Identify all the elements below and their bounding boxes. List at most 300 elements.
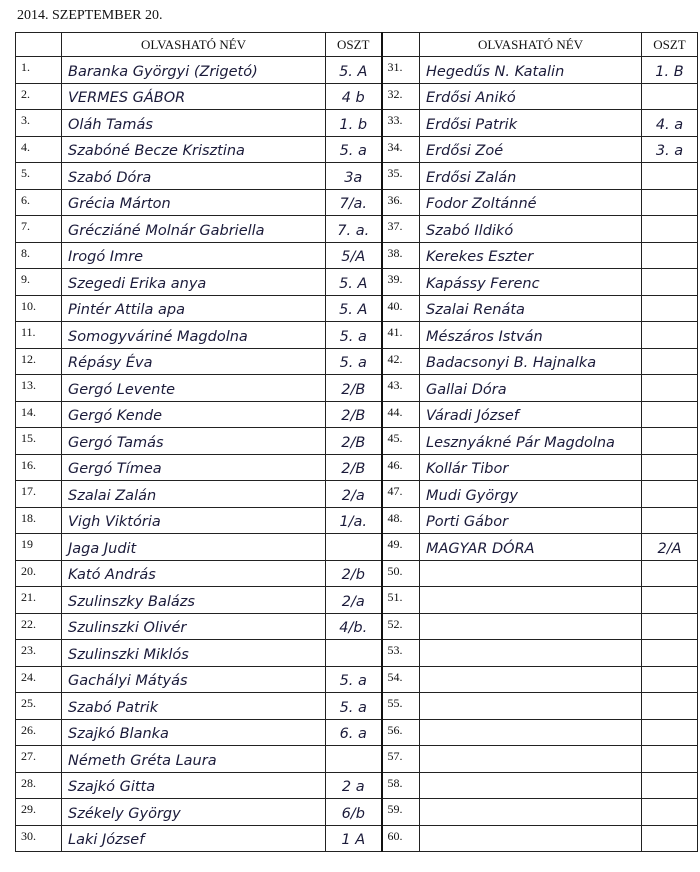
entry-class-right [642, 640, 698, 667]
entry-name-left-text: Gergó Levente [68, 381, 176, 398]
entry-name-right [420, 560, 642, 587]
entry-class-left [326, 110, 382, 137]
row-number-left-text: 9. [21, 272, 30, 286]
entry-name-left-text: Baranka Györgyi (Zrigetó) [68, 63, 258, 80]
entry-name-left-text: Szegedi Erika anya [68, 275, 207, 292]
entry-name-right [420, 666, 642, 693]
row-number-right [382, 295, 420, 322]
entry-class-right-text: 3. a [655, 143, 684, 159]
row-number-left-text: 30. [21, 828, 36, 843]
row-number-left [16, 322, 62, 349]
row-number-right [382, 269, 420, 296]
row-number-right [382, 481, 420, 508]
entry-name-left [62, 216, 326, 243]
entry-class-left-text: 5. a [339, 355, 367, 371]
entry-class-left-text: 2/B [341, 461, 366, 477]
table-row [16, 454, 698, 481]
entry-class-left [326, 401, 382, 428]
table-row [16, 746, 698, 773]
entry-name-left-text: Szalai Zalán [68, 487, 157, 504]
sheet-date: 2014. SZEPTEMBER 20. [17, 8, 163, 23]
row-number-left [16, 587, 62, 614]
entry-class-left [326, 746, 382, 773]
entry-name-right-text: Erdősi Anikó [426, 90, 516, 106]
row-number-right-text: 39. [387, 272, 403, 286]
table-row [16, 481, 698, 508]
table-row [16, 110, 698, 137]
row-number-left-text: 1. [21, 60, 30, 74]
entry-class-left [326, 269, 382, 296]
entry-class-left [326, 348, 382, 375]
entry-name-left-text: Szajkó Gitta [68, 779, 156, 795]
entry-name-right [420, 799, 642, 826]
row-number-right [382, 507, 420, 534]
row-number-right [382, 242, 420, 269]
entry-name-right-text: Badacsonyi B. Hajnalka [426, 355, 597, 371]
row-number-left-text: 5. [21, 166, 30, 180]
entry-name-left [62, 613, 326, 640]
row-number-left-text: 29. [21, 802, 36, 816]
entry-class-right [642, 189, 698, 216]
entry-name-left [62, 163, 326, 190]
row-number-left-text: 20. [21, 563, 36, 578]
entry-class-left [326, 666, 382, 693]
entry-name-right [420, 401, 642, 428]
table-row [16, 295, 698, 322]
entry-name-right [420, 587, 642, 614]
entry-class-left [326, 772, 382, 799]
entry-name-left-text: Somogyváriné Magdolna [68, 328, 248, 345]
entry-name-left [62, 587, 326, 614]
table-row [16, 322, 698, 349]
row-number-right [382, 454, 420, 481]
table-row [16, 375, 698, 402]
entry-name-right [420, 163, 642, 190]
entry-class-right [642, 428, 698, 455]
entry-class-left-text: 2/b [341, 567, 365, 583]
row-number-right-text: 55. [387, 696, 403, 710]
entry-name-left-text: Gergó Kende [68, 408, 163, 424]
row-number-right [382, 163, 420, 190]
entry-name-right [420, 507, 642, 534]
entry-name-left [62, 401, 326, 428]
entry-name-left [62, 507, 326, 534]
entry-name-left [62, 454, 326, 481]
entry-class-left-text: 5/A [341, 249, 366, 265]
entry-name-right [420, 375, 642, 402]
row-number-left-text: 13. [21, 378, 36, 392]
row-number-right-text: 57. [387, 749, 403, 763]
row-number-right-text: 60. [387, 828, 403, 843]
entry-name-left [62, 269, 326, 296]
row-number-left-text: 15. [21, 431, 36, 445]
entry-name-left [62, 746, 326, 773]
entry-name-left [62, 57, 326, 84]
row-number-left-text: 10. [21, 298, 36, 313]
entry-name-left [62, 772, 326, 799]
entry-name-right [420, 825, 642, 852]
entry-class-left-text: 6. a [339, 726, 367, 742]
row-number-right [382, 216, 420, 243]
entry-name-right [420, 242, 642, 269]
row-number-left [16, 507, 62, 534]
entry-class-right [642, 269, 698, 296]
entry-name-right-text: Fodor Zoltánné [426, 196, 537, 212]
row-number-right-text: 58. [387, 775, 403, 790]
entry-name-left [62, 189, 326, 216]
entry-class-left-text: 5. a [339, 328, 367, 345]
entry-name-right [420, 746, 642, 773]
row-number-right [382, 799, 420, 826]
row-number-left [16, 83, 62, 110]
row-number-left [16, 428, 62, 455]
table-row [16, 534, 698, 561]
table-row [16, 57, 698, 84]
entry-class-left-text: 4 b [341, 90, 365, 106]
entry-class-left [326, 481, 382, 508]
row-number-left-text: 11. [21, 325, 36, 339]
entry-class-left [326, 507, 382, 534]
row-number-left [16, 269, 62, 296]
header-name-right: OLVASHATÓ NÉV [420, 33, 642, 57]
entry-name-left-text: Kató András [68, 567, 156, 583]
entry-class-right [642, 401, 698, 428]
row-number-left [16, 295, 62, 322]
entry-class-left-text: 5. a [339, 673, 367, 689]
row-number-right [382, 401, 420, 428]
entry-name-left-text: Gergó Tímea [68, 461, 162, 477]
entry-name-right-text: Szabó Ildikó [426, 222, 514, 239]
row-number-right [382, 746, 420, 773]
entry-name-right-text: Mudi György [426, 487, 518, 504]
entry-class-left-text: 1. b [339, 116, 368, 133]
table-row [16, 136, 698, 163]
row-number-right [382, 110, 420, 137]
row-number-left [16, 216, 62, 243]
table-row [16, 587, 698, 614]
row-number-right-text: 52. [387, 616, 403, 631]
header-num-right [382, 33, 420, 57]
entry-name-left-text: Répásy Éva [68, 355, 153, 371]
row-number-right [382, 534, 420, 561]
row-number-left [16, 534, 62, 561]
entry-class-left-text: 2/a [341, 593, 365, 610]
entry-name-left-text: Szabó Patrik [68, 699, 159, 716]
entry-name-left [62, 534, 326, 561]
row-number-right [382, 613, 420, 640]
entry-class-left-text: 5. a [339, 699, 367, 716]
table-row [16, 507, 698, 534]
row-number-right [382, 640, 420, 667]
row-number-right [382, 693, 420, 720]
entry-name-right-text: Erdősi Zoé [426, 143, 504, 159]
row-number-left [16, 693, 62, 720]
row-number-right-text: 59. [387, 802, 403, 816]
row-number-left-text: 19 [21, 537, 33, 551]
entry-name-left [62, 719, 326, 746]
entry-class-right [642, 481, 698, 508]
entry-class-left-text: 5. A [339, 63, 368, 80]
entry-name-right [420, 83, 642, 110]
entry-name-left [62, 666, 326, 693]
entry-class-left [326, 295, 382, 322]
row-number-right [382, 560, 420, 587]
entry-name-left-text: Laki József [68, 832, 145, 848]
entry-name-right [420, 428, 642, 455]
entry-name-right [420, 613, 642, 640]
entry-class-right-text: 4. a [655, 116, 684, 133]
entry-class-left-text: 7/a. [339, 196, 368, 212]
row-number-right [382, 57, 420, 84]
row-number-right-text: 56. [387, 722, 403, 737]
row-number-left-text: 17. [21, 484, 36, 498]
entry-class-left-text: 2/a [341, 487, 365, 504]
row-number-left-text: 16. [21, 457, 36, 472]
row-number-left-text: 2. [21, 86, 30, 101]
row-number-right [382, 772, 420, 799]
entry-name-left-text: Szulinszki Miklós [68, 646, 189, 663]
row-number-left [16, 613, 62, 640]
entry-class-right [642, 375, 698, 402]
entry-class-left [326, 242, 382, 269]
row-number-left-text: 14. [21, 404, 36, 419]
row-number-right-text: 41. [387, 325, 403, 339]
entry-class-left [326, 719, 382, 746]
header-name-left: OLVASHATÓ NÉV [62, 33, 326, 57]
entry-class-right [642, 322, 698, 349]
entry-name-left [62, 348, 326, 375]
entry-name-left [62, 295, 326, 322]
row-number-right-text: 38. [387, 245, 403, 260]
entry-name-left [62, 322, 326, 349]
row-number-left [16, 57, 62, 84]
row-number-left [16, 375, 62, 402]
entry-class-left [326, 375, 382, 402]
row-number-left-text: 6. [21, 192, 30, 207]
row-number-left [16, 825, 62, 852]
row-number-left [16, 560, 62, 587]
row-number-right-text: 46. [387, 457, 403, 472]
entry-class-right [642, 136, 698, 163]
table-row [16, 189, 698, 216]
row-number-right-text: 36. [387, 192, 403, 207]
row-number-left [16, 666, 62, 693]
row-number-right-text: 33. [387, 113, 403, 127]
entry-name-right-text: Váradi József [426, 408, 519, 424]
row-number-right-text: 31. [387, 60, 403, 74]
entry-class-right [642, 348, 698, 375]
table-row [16, 799, 698, 826]
row-number-right-text: 48. [387, 510, 403, 525]
entry-class-right [642, 560, 698, 587]
entry-class-left-text: 7. a. [337, 222, 370, 239]
row-number-left [16, 110, 62, 137]
entry-class-left [326, 560, 382, 587]
entry-name-right [420, 454, 642, 481]
row-number-right-text: 37. [387, 219, 403, 233]
entry-name-left [62, 481, 326, 508]
entry-name-right-text: Erdősi Zalán [426, 169, 517, 186]
entry-class-left [326, 825, 382, 852]
entry-class-left-text: 1/a. [339, 514, 368, 530]
entry-class-left [326, 587, 382, 614]
entry-class-left [326, 189, 382, 216]
entry-name-left-text: VERMES GÁBOR [68, 90, 186, 106]
table-row [16, 83, 698, 110]
entry-class-left [326, 57, 382, 84]
row-number-left [16, 242, 62, 269]
entry-name-right-text: Kapássy Ferenc [426, 275, 540, 292]
entry-name-right [420, 772, 642, 799]
row-number-left-text: 23. [21, 643, 36, 657]
entry-name-right-text: MAGYAR DÓRA [426, 540, 535, 557]
row-number-left-text: 4. [21, 139, 30, 154]
table-row [16, 825, 698, 852]
entry-name-left-text: Szabóné Becze Krisztina [68, 143, 245, 159]
entry-class-right [642, 825, 698, 852]
entry-name-left [62, 110, 326, 137]
row-number-left [16, 640, 62, 667]
entry-class-left-text: 2/B [341, 381, 366, 398]
entry-name-left [62, 693, 326, 720]
entry-name-left-text: Jaga Judit [68, 540, 137, 557]
row-number-left [16, 746, 62, 773]
entry-name-left-text: Vigh Viktória [68, 514, 161, 530]
entry-name-left [62, 560, 326, 587]
entry-name-right [420, 348, 642, 375]
entry-name-left-text: Gachályi Mátyás [68, 673, 188, 689]
entry-class-right [642, 613, 698, 640]
table-row [16, 560, 698, 587]
row-number-right [382, 136, 420, 163]
entry-class-right [642, 216, 698, 243]
table-row [16, 216, 698, 243]
entry-name-right [420, 216, 642, 243]
row-number-left-text: 22. [21, 616, 36, 631]
entry-class-left [326, 454, 382, 481]
entry-name-left-text: Szulinszki Olivér [68, 620, 187, 636]
row-number-left [16, 348, 62, 375]
table-row [16, 348, 698, 375]
row-number-right-text: 35. [387, 166, 403, 180]
entry-class-left-text: 2/B [341, 408, 366, 424]
table-row [16, 613, 698, 640]
row-number-left [16, 772, 62, 799]
row-number-right [382, 666, 420, 693]
table-row [16, 640, 698, 667]
header-class-left: OSZT [326, 33, 382, 57]
entry-name-left-text: Szabó Dóra [68, 169, 152, 186]
entry-class-right [642, 587, 698, 614]
entry-name-left-text: Gergó Tamás [68, 434, 164, 451]
entry-class-right [642, 772, 698, 799]
entry-class-right-text: 1. B [655, 63, 684, 80]
entry-name-right [420, 189, 642, 216]
entry-name-right [420, 534, 642, 561]
entry-class-right [642, 295, 698, 322]
row-number-right [382, 348, 420, 375]
entry-name-right [420, 269, 642, 296]
entry-name-left-text: Szulinszky Balázs [68, 593, 195, 610]
entry-class-right-text: 2/A [657, 540, 682, 557]
row-number-right [382, 83, 420, 110]
row-number-right-text: 45. [387, 431, 403, 445]
row-number-right-text: 49. [387, 537, 403, 551]
row-number-left [16, 136, 62, 163]
row-number-right-text: 40. [387, 298, 403, 313]
row-number-left-text: 24. [21, 669, 36, 684]
table-row [16, 428, 698, 455]
entry-name-right-text: Gallai Dóra [426, 381, 507, 398]
table-row [16, 719, 698, 746]
entry-name-right-text: Mészáros István [426, 328, 543, 345]
entry-name-left-text: Grécia Márton [68, 196, 171, 212]
entry-class-left [326, 640, 382, 667]
entry-name-left [62, 799, 326, 826]
row-number-right [382, 375, 420, 402]
entry-name-right-text: Kerekes Eszter [426, 249, 534, 265]
header-row [16, 33, 698, 57]
row-number-left-text: 7. [21, 219, 30, 233]
entry-name-right [420, 57, 642, 84]
row-number-left-text: 12. [21, 351, 36, 366]
table-row [16, 242, 698, 269]
entry-class-right [642, 719, 698, 746]
row-number-right-text: 42. [387, 351, 403, 366]
entry-class-left [326, 216, 382, 243]
table-row [16, 772, 698, 799]
row-number-left-text: 28. [21, 775, 36, 790]
row-number-left [16, 481, 62, 508]
entry-name-left-text: Székely György [68, 805, 181, 822]
row-number-right [382, 189, 420, 216]
row-number-left [16, 189, 62, 216]
entry-name-right [420, 322, 642, 349]
entry-name-left-text: Grécziáné Molnár Gabriella [68, 222, 265, 239]
row-number-left [16, 401, 62, 428]
entry-class-right [642, 242, 698, 269]
entry-name-left-text: Szajkó Blanka [68, 726, 169, 742]
entry-class-right [642, 534, 698, 561]
entry-class-right [642, 693, 698, 720]
row-number-right [382, 825, 420, 852]
entry-name-left-text: Oláh Tamás [68, 116, 153, 133]
entry-class-left [326, 83, 382, 110]
entry-class-left [326, 534, 382, 561]
entry-class-right [642, 454, 698, 481]
entry-name-right [420, 136, 642, 163]
entry-class-left-text: 4/b. [339, 620, 368, 636]
entry-name-left-text: Irogó Imre [68, 249, 144, 265]
entry-class-right [642, 746, 698, 773]
entry-name-left [62, 136, 326, 163]
entry-class-left-text: 2 a [341, 779, 365, 795]
entry-name-right [420, 719, 642, 746]
entry-class-left [326, 613, 382, 640]
row-number-right-text: 50. [387, 563, 403, 578]
entry-class-left-text: 5. A [339, 275, 368, 292]
header-class-right: OSZT [642, 33, 698, 57]
row-number-right-text: 54. [387, 669, 403, 684]
row-number-right-text: 32. [387, 86, 403, 101]
entry-name-left [62, 428, 326, 455]
row-number-right [382, 322, 420, 349]
row-number-left-text: 26. [21, 722, 36, 737]
entry-name-right-text: Szalai Renáta [426, 302, 525, 318]
entry-name-left [62, 375, 326, 402]
entry-name-right [420, 640, 642, 667]
entry-class-right [642, 57, 698, 84]
